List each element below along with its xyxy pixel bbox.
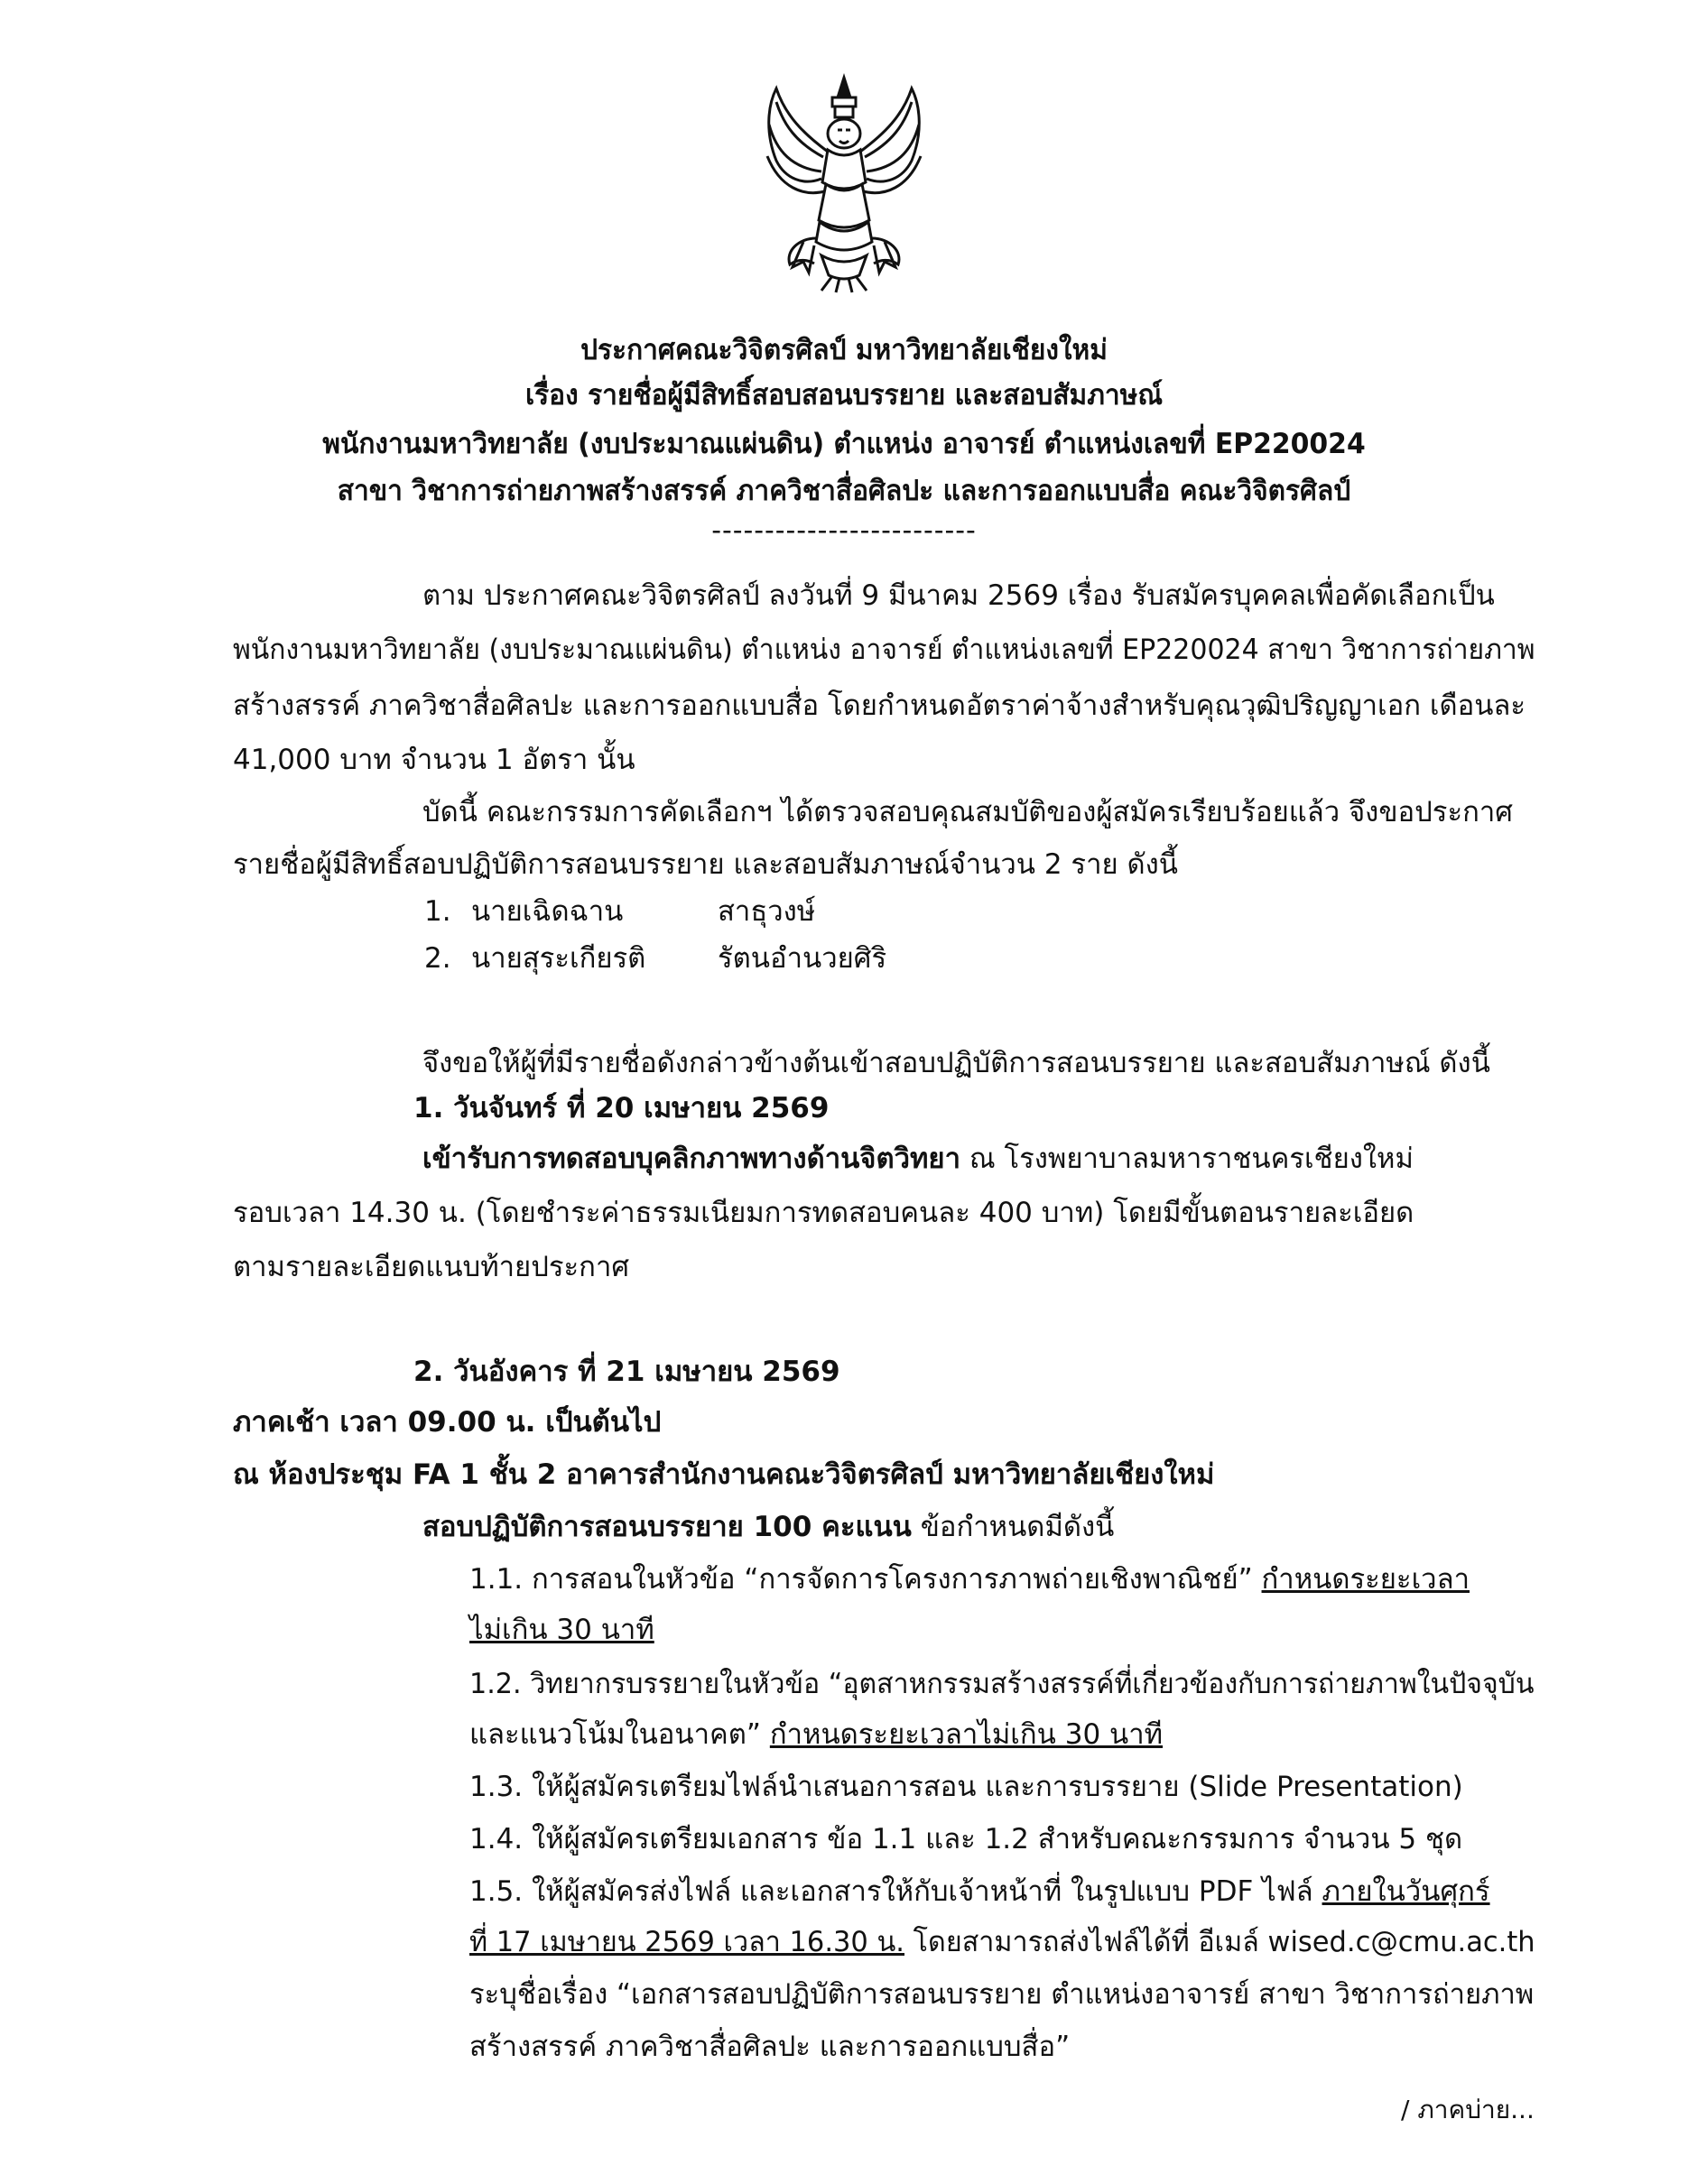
candidate-last-name: รัตนอำนวยศิริ — [718, 942, 887, 975]
garuda-emblem — [749, 70, 939, 296]
day1-bold-text: เข้ารับการทดสอบบุคลิกภาพทางด้านจิตวิทยา — [422, 1143, 961, 1175]
request-line: จึงขอให้ผู้ที่มีรายชื่อดังกล่าวข้างต้นเข้าสอบปฏิบัติการสอนบรรยาย และสอบสัมภาษณ์ ดังนี้ — [422, 1047, 1490, 1079]
item-1-5-line-4: สร้างสรรค์ ภาควิชาสื่อศิลปะ และการออกแบบสื่อ” — [469, 2031, 1071, 2063]
exam-bold-text: สอบปฏิบัติการสอนบรรยาย 100 คะแนน — [422, 1511, 912, 1543]
item-1-4: 1.4. ให้ผู้สมัครเตรียมเอกสาร ข้อ 1.1 และ 1.2 สำหรับคณะกรรมการ จำนวน 5 ชุด — [469, 1823, 1463, 1855]
day1-line-3: ตามรายละเอียดแนบท้ายประกาศ — [233, 1251, 630, 1283]
exam-rest-text: ข้อกำหนดมีดังนี้ — [911, 1511, 1115, 1543]
header-divider: ------------------------- — [711, 514, 977, 547]
item-1-5-line-2 — [469, 1924, 1535, 1960]
day1-heading: 1. วันจันทร์ ที่ 20 เมษายน 2569 — [413, 1092, 830, 1124]
item-1-1-line-2: ไม่เกิน 30 นาที — [469, 1614, 654, 1646]
item-1-2-underlined: กำหนดระยะเวลาไม่เกิน 30 นาที — [769, 1718, 1164, 1751]
candidate-first-name: นายสุระเกียรติ — [471, 942, 646, 975]
item-1-5-line-1 — [469, 1874, 1490, 1910]
candidate-no: 2. — [424, 942, 451, 975]
header-line-4: สาขา วิชาการถ่ายภาพสร้างสรรค์ ภาควิชาสื่อศิลปะ และการออกแบบสื่อ คณะวิจิตรศิลป์ — [337, 475, 1351, 507]
item-1-5-email-text: โดยสามารถส่งไฟล์ได้ที่ อีเมล์ wised.c@cmu.ac.th — [904, 1926, 1535, 1958]
notice-line-2: รายชื่อผู้มีสิทธิ์สอบปฏิบัติการสอนบรรยาย และสอบสัมภาษณ์จำนวน 2 ราย ดังนี้ — [233, 848, 1178, 881]
item-1-5-line-3: ระบุชื่อเรื่อง “เอกสารสอบปฏิบัติการสอนบรรยาย ตำแหน่งอาจารย์ สาขา วิชาการถ่ายภาพ — [469, 1978, 1535, 2011]
item-1-2-line-1: 1.2. วิทยากรบรรยายในหัวข้อ “อุตสาหกรรมสร้างสรรค์ที่เกี่ยวข้องกับการถ่ายภาพในปัจจุบัน — [469, 1668, 1535, 1700]
header-line-1: ประกาศคณะวิจิตรศิลป์ มหาวิทยาลัยเชียงใหม่ — [580, 334, 1108, 366]
day1-line-2: รอบเวลา 14.30 น. (โดยชำระค่าธรรมเนียมการทดสอบคนละ 400 บาท) โดยมีขั้นตอนรายละเอียด — [233, 1197, 1414, 1229]
notice-line-1: บัดนี้ คณะกรรมการคัดเลือกฯ ได้ตรวจสอบคุณสมบัติของผู้สมัครเรียบร้อยแล้ว จึงขอประกาศ — [422, 796, 1513, 828]
item-1-2-line-2 — [469, 1717, 1163, 1753]
item-1-1-underlined: กำหนดระยะเวลา — [1261, 1563, 1470, 1596]
item-1-3: 1.3. ให้ผู้สมัครเตรียมไฟล์นำเสนอการสอน และการบรรยาย (Slide Presentation) — [469, 1771, 1463, 1803]
item-1-1-text: 1.1. การสอนในหัวข้อ “การจัดการโครงการภาพถ่ายเชิงพาณิชย์” — [469, 1563, 1253, 1596]
item-1-5-underlined: ภายในวันศุกร์ — [1322, 1875, 1490, 1908]
item-1-1-line-1 — [469, 1561, 1470, 1597]
header-line-2: เรื่อง รายชื่อผู้มีสิทธิ์สอบสอนบรรยาย และสอบสัมภาษณ์ — [524, 379, 1164, 412]
intro-line-4: 41,000 บาท จำนวน 1 อัตรา นั้น — [233, 744, 635, 776]
day1-line-1 — [422, 1141, 1414, 1177]
day2-heading: 2. วันอังคาร ที่ 21 เมษายน 2569 — [413, 1356, 840, 1388]
intro-line-2: พนักงานมหาวิทยาลัย (งบประมาณแผ่นดิน) ตำแหน่ง อาจารย์ ตำแหน่งเลขที่ EP220024 สาขา วิชาการถ่ายภาพ — [233, 634, 1535, 666]
intro-line-3: สร้างสรรค์ ภาควิชาสื่อศิลปะ และการออกแบบสื่อ โดยกำหนดอัตราค่าจ้างสำหรับคุณวุฒิปริญญาเอก เดือนละ — [233, 689, 1526, 722]
day2-place: ณ ห้องประชุม FA 1 ชั้น 2 อาคารสำนักงานคณะวิจิตรศิลป์ มหาวิทยาลัยเชียงใหม่ — [233, 1458, 1215, 1491]
item-1-2-text: และแนวโน้มในอนาคต” — [469, 1718, 761, 1751]
candidate-last-name: สาธุวงษ์ — [718, 895, 816, 928]
page-continuation: / ภาคบ่าย... — [1401, 2095, 1535, 2124]
intro-line-1: ตาม ประกาศคณะวิจิตรศิลป์ ลงวันที่ 9 มีนาคม 2569 เรื่อง รับสมัครบุคคลเพื่อคัดเลือกเป็น — [422, 579, 1495, 612]
exam-line — [422, 1509, 1114, 1545]
day2-time: ภาคเช้า เวลา 09.00 น. เป็นต้นไป — [233, 1406, 662, 1439]
candidate-first-name: นายเฉิดฉาน — [471, 895, 624, 928]
item-1-5-text: 1.5. ให้ผู้สมัครส่งไฟล์ และเอกสารให้กับเจ้าหน้าที่ ในรูปแบบ PDF ไฟล์ — [469, 1875, 1313, 1908]
item-1-5-deadline: ที่ 17 เมษายน 2569 เวลา 16.30 น. — [469, 1926, 904, 1958]
day1-rest-text: ณ โรงพยาบาลมหาราชนครเชียงใหม่ — [960, 1143, 1414, 1175]
candidate-no: 1. — [424, 895, 451, 928]
header-line-3: พนักงานมหาวิทยาลัย (งบประมาณแผ่นดิน) ตำแหน่ง อาจารย์ ตำแหน่งเลขที่ EP220024 — [322, 428, 1366, 460]
